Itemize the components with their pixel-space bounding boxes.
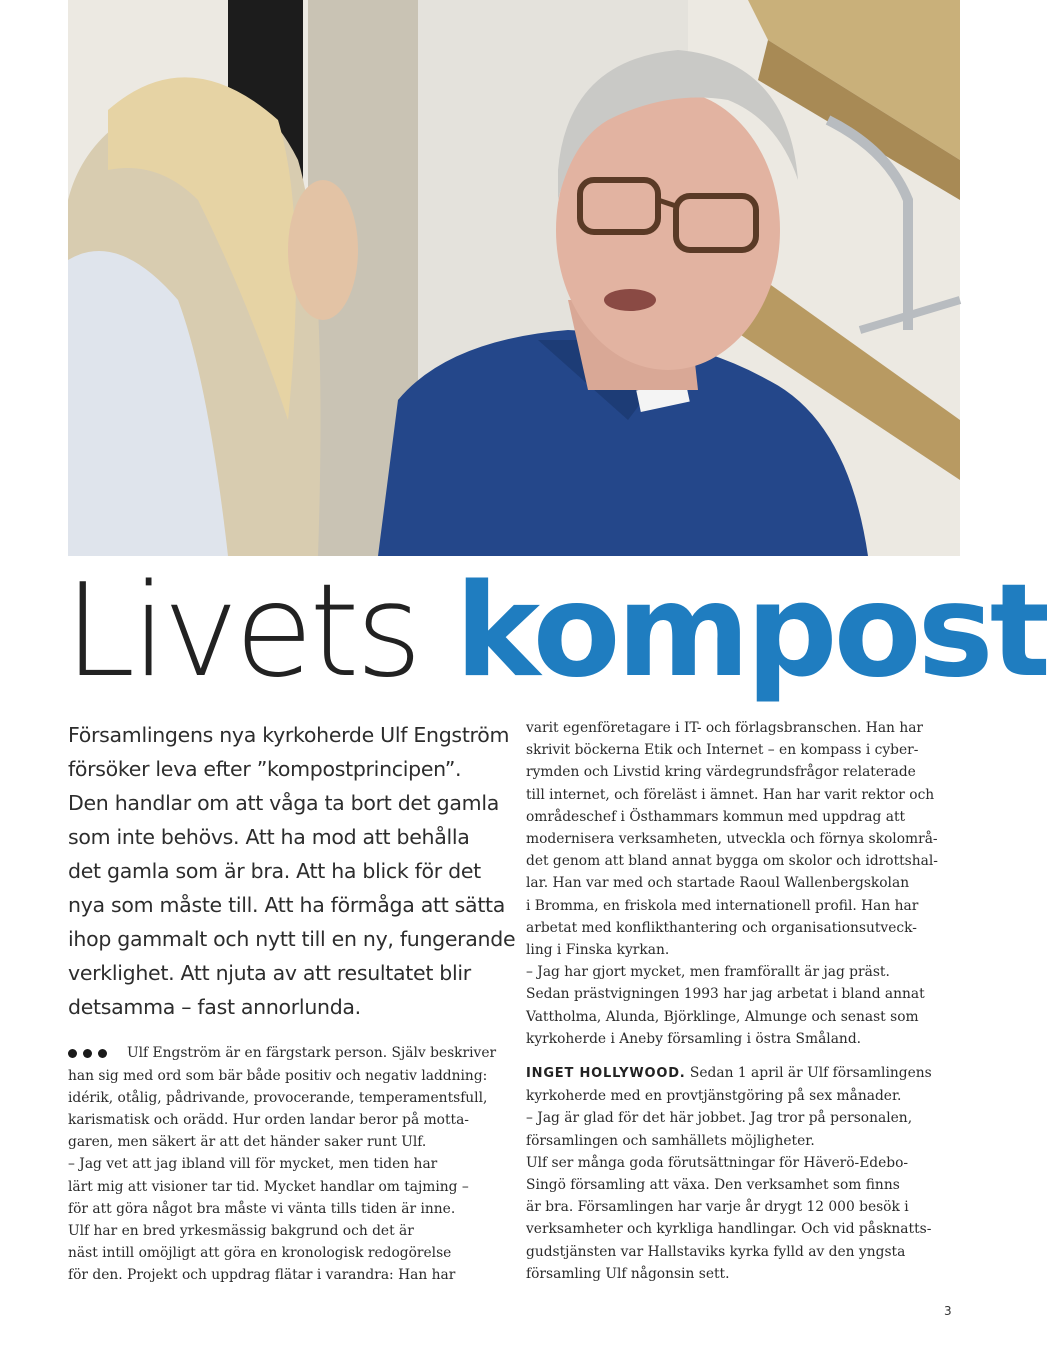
intro-line: Den handlar om att våga ta bort det gamla [68, 791, 499, 815]
headline-word-livets: Livets [64, 557, 419, 706]
body-line: verksamheter och kyrkliga handlingar. Och vid påsknatts- [526, 1221, 932, 1238]
body-line: kyrkoherde i Aneby församling i östra Småland. [526, 1030, 862, 1047]
body-line: församling Ulf någonsin sett. [526, 1265, 730, 1282]
body-line: Singö församling att växa. Den verksamhet som finns [526, 1177, 900, 1194]
intro-line: det gamla som är bra. Att ha blick för det [68, 859, 481, 883]
intro-line: som inte behövs. Att ha mod att behålla [68, 825, 470, 849]
intro-line: detsamma – fast annorlunda. [68, 995, 361, 1019]
body-line: skrivit böckerna Etik och Internet – en kompass i cyber- [526, 742, 919, 759]
body-line: lar. Han var med och startade Raoul Wallenbergskolan [526, 875, 910, 892]
page-number: 3 [944, 1304, 952, 1318]
body-line: lärt mig att visioner tar tid. Mycket handlar om tajming – [68, 1178, 469, 1195]
body-line: ling i Finska kyrkan. [526, 942, 670, 959]
section-start-line [526, 1062, 960, 1085]
intro-line: Församlingens nya kyrkoherde Ulf Engström [68, 723, 510, 747]
body-line: Sedan prästvigningen 1993 har jag arbetat i bland annat [526, 986, 925, 1003]
body-line-first [68, 1042, 498, 1065]
body-line: till internet, och föreläst i ämnet. Han har varit rektor och [526, 786, 935, 803]
body-line: modernisera verksamheten, utveckla och förnya skolområ- [526, 831, 938, 848]
body-column-right [526, 717, 960, 1285]
section-kicker: INGET HOLLYWOOD. [526, 1066, 686, 1082]
intro-line: försöker leva efter ”kompostprincipen”. [68, 757, 462, 781]
body-line: varit egenföretagare i IT- och förlagsbranschen. Han har [526, 720, 924, 736]
body-line: – Jag vet att jag ibland vill för mycket, men tiden har [68, 1156, 438, 1173]
body-line: rymden och Livstid kring värdegrundsfrågor relaterade [526, 764, 916, 781]
body-line: arbetat med konflikthantering och organisationsutveck- [526, 919, 917, 936]
body-line: Ulf Engström är en färgstark person. Själv beskriver [127, 1045, 497, 1061]
body-line: församlingen och samhällets möjligheter. [526, 1132, 815, 1149]
body-line: näst intill omöjligt att göra en kronologisk redogörelse [68, 1245, 452, 1262]
article-photo [68, 0, 960, 556]
body-line: områdeschef i Östhammars kommun med uppdrag att [526, 808, 906, 825]
bullet-dots-icon [68, 1042, 113, 1064]
photo-illustration [68, 0, 960, 556]
body-line: – Jag har gjort mycket, men framförallt är jag präst. [526, 964, 890, 981]
intro-line: nya som måste till. Att ha förmåga att sätta [68, 893, 506, 917]
body-line: – Jag är glad för det här jobbet. Jag tror på personalen, [526, 1110, 913, 1127]
body-line: garen, men säkert är att det händer saker runt Ulf. [68, 1134, 427, 1151]
body-line: kyrkoherde med en provtjänstgöring på sex månader. [526, 1088, 902, 1105]
body-line: Ulf ser många goda förutsättningar för Häverö-Edebo- [526, 1154, 909, 1171]
headline [64, 557, 1047, 706]
body-column-left [68, 1042, 498, 1287]
body-line: han sig med ord som bär både positiv och negativ laddning: [68, 1067, 488, 1084]
body-line: gudstjänsten var Hallstaviks kyrka fylld av den yngsta [526, 1243, 906, 1260]
intro-text [68, 718, 516, 1024]
body-line: för den. Projekt och uppdrag flätar i varandra: Han har [68, 1267, 456, 1284]
body-line: det genom att bland annat bygga om skolor och idrottshal- [526, 853, 938, 870]
body-line: i Bromma, en friskola med internationell profil. Han har [526, 897, 919, 914]
headline-word-kompost: kompost [454, 557, 1047, 706]
body-line: Sedan 1 april är Ulf församlingens [685, 1065, 932, 1082]
body-line: idérik, otålig, pådrivande, provocerande, temperamentsfull, [68, 1089, 488, 1106]
body-line: är bra. Församlingen har varje år drygt 12 000 besök i [526, 1199, 909, 1216]
body-line: karismatisk och orädd. Hur orden landar beror på motta- [68, 1112, 469, 1128]
body-line: Ulf har en bred yrkesmässig bakgrund och det är [68, 1223, 414, 1240]
intro-line: verklighet. Att njuta av att resultatet blir [68, 961, 471, 985]
intro-line: ihop gammalt och nytt till en ny, fungerande [68, 927, 516, 951]
body-line: Vattholma, Alunda, Björklinge, Almunge och senast som [526, 1008, 919, 1025]
body-line: för att göra något bra måste vi vänta tills tiden är inne. [68, 1200, 456, 1217]
